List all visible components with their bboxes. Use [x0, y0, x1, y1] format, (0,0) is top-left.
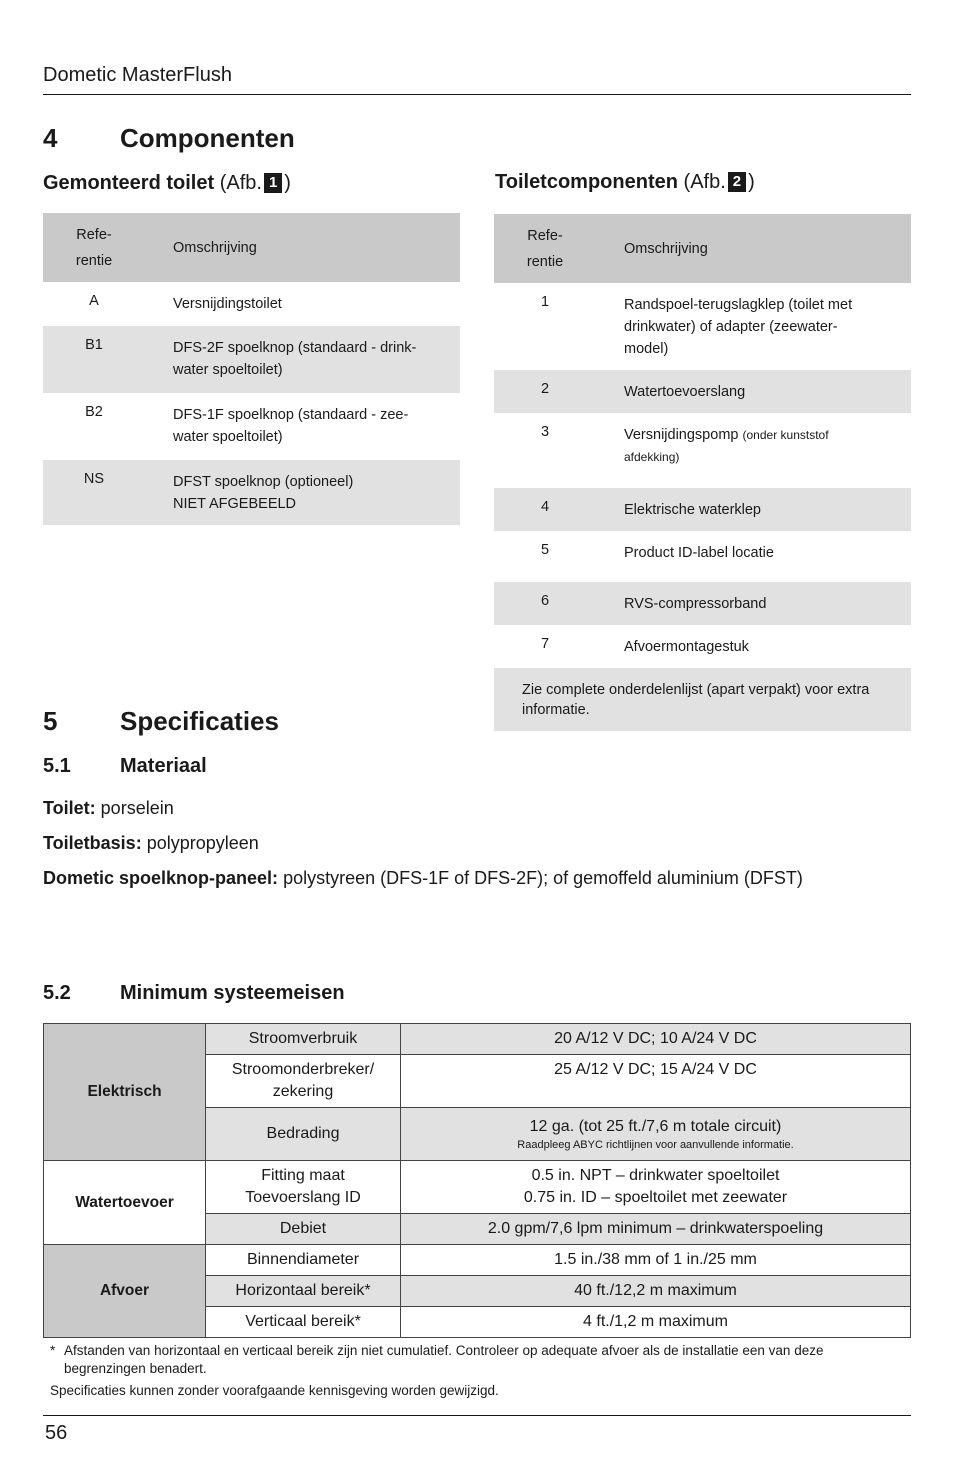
row-ref: B2	[85, 404, 103, 420]
table-row	[44, 1024, 911, 1055]
material-label: Toilet:	[43, 798, 96, 818]
table-row	[43, 393, 460, 460]
spec-label-line: Stroomonderbreker/	[231, 1061, 375, 1078]
row-ref: 4	[494, 488, 596, 531]
spec-label: Bedrading	[206, 1108, 401, 1161]
spec-value: 20 A/12 V DC; 10 A/24 V DC	[401, 1024, 911, 1055]
material-toilet	[43, 798, 174, 819]
caption-fig-suffix: )	[748, 171, 755, 193]
spec-value	[401, 1108, 911, 1161]
group-label-drain: Afvoer	[44, 1245, 206, 1338]
subsection-5-2-heading	[43, 982, 345, 1005]
row-desc-line: water spoeltoilet)	[173, 362, 283, 378]
row-desc-line: Elektrische waterklep	[624, 502, 761, 518]
row-desc-line: Product ID-label locatie	[624, 545, 774, 561]
row-desc-note: afdekking)	[624, 450, 680, 464]
row-desc-line: Versnijdingstoilet	[173, 296, 282, 312]
table-header-row	[43, 213, 460, 282]
row-ref: 1	[540, 294, 550, 310]
row-desc	[596, 531, 911, 582]
table-row	[43, 282, 460, 326]
header-ref	[494, 214, 596, 283]
row-desc-note: (onder kunststof	[742, 428, 829, 442]
row-desc	[596, 488, 911, 531]
material-value: porselein	[100, 798, 174, 818]
table-row	[494, 413, 911, 488]
figure-number-badge: 2	[728, 172, 746, 192]
section-number: 4	[43, 123, 58, 153]
system-requirements-table	[43, 1023, 911, 1338]
spec-label: Verticaal bereik*	[206, 1307, 401, 1338]
footer-divider	[43, 1415, 911, 1416]
page-number: 56	[45, 1422, 68, 1444]
row-desc-line: water spoeltoilet)	[173, 429, 283, 445]
spec-label: Binnendiameter	[206, 1245, 401, 1276]
row-desc-line: Watertoevoerslang	[624, 384, 746, 400]
row-desc	[596, 413, 911, 488]
section-title: Specificaties	[120, 706, 279, 736]
row-desc	[145, 460, 460, 525]
row-ref: 5	[540, 542, 550, 558]
row-desc-line: DFST spoelknop (optioneel)	[173, 474, 354, 490]
material-base	[43, 833, 259, 854]
row-desc	[596, 625, 911, 668]
document-header-title: Dometic MasterFlush	[43, 64, 232, 86]
row-ref: 3	[540, 424, 550, 440]
table-note-line: Zie complete onderdelenlijst (apart verpakt) voor extra	[522, 682, 870, 698]
group-label-water-supply: Watertoevoer	[44, 1161, 206, 1245]
spec-value-line: 12 ga. (tot 25 ft./7,6 m totale circuit)	[529, 1118, 782, 1135]
header-desc: Omschrijving	[596, 214, 911, 283]
table-row	[494, 625, 911, 668]
row-ref: A	[89, 293, 99, 309]
caption-fig-suffix: )	[284, 172, 291, 194]
spec-label: Debiet	[206, 1214, 401, 1245]
header-ref-line: rentie	[75, 252, 113, 269]
caption-fig-prefix: (Afb.	[683, 171, 726, 193]
material-label: Dometic spoelknop-paneel:	[43, 868, 279, 888]
row-desc-line: RVS-compressorband	[624, 596, 767, 612]
table-row	[494, 582, 911, 625]
table-row	[43, 326, 460, 393]
footnote-marker: *	[50, 1343, 56, 1358]
spec-label-line: Toevoerslang ID	[245, 1189, 361, 1206]
section-number: 5	[43, 706, 58, 736]
header-ref	[43, 213, 145, 282]
spec-value: 4 ft./1,2 m maximum	[401, 1307, 911, 1338]
row-desc	[145, 326, 460, 393]
spec-label	[206, 1161, 401, 1214]
subsection-number: 5.2	[43, 982, 71, 1004]
spec-value: 25 A/12 V DC; 15 A/24 V DC	[401, 1055, 911, 1108]
header-ref-line: Refe-	[527, 227, 563, 244]
spec-value: 1.5 in./38 mm of 1 in./25 mm	[401, 1245, 911, 1276]
row-desc	[145, 282, 460, 326]
table-row	[494, 283, 911, 370]
row-ref: B1	[43, 326, 145, 393]
row-desc-line: DFS-1F spoelknop (standaard - zee-	[173, 407, 409, 423]
section-4-heading	[43, 123, 295, 154]
row-ref: 7	[540, 636, 550, 652]
spec-value-line: 0.5 in. NPT – drinkwater spoeltoilet	[531, 1167, 780, 1184]
row-ref: 6	[494, 582, 596, 625]
subsection-title: Minimum systeemeisen	[120, 982, 345, 1004]
header-ref-line: Refe-	[76, 226, 112, 243]
spec-value: 2.0 gpm/7,6 lpm minimum – drinkwaterspoeling	[401, 1214, 911, 1245]
caption-title: Toiletcomponenten	[495, 171, 678, 193]
row-desc	[596, 370, 911, 413]
toilet-components-caption	[495, 171, 755, 194]
mounted-toilet-table	[43, 213, 460, 525]
group-label-electrical: Elektrisch	[44, 1024, 206, 1161]
figure-number-badge: 1	[264, 173, 282, 193]
spec-value-note: Raadpleeg ABYC richtlijnen voor aanvullende informatie.	[517, 1139, 794, 1151]
spec-label: Stroomverbruik	[206, 1024, 401, 1055]
table-row	[494, 531, 911, 582]
material-label: Toiletbasis:	[43, 833, 142, 853]
table-note	[494, 668, 911, 731]
spec-label-line: Fitting maat	[261, 1167, 345, 1184]
table-row	[494, 488, 911, 531]
row-ref: NS	[43, 460, 145, 525]
footnote-cumulative	[50, 1342, 904, 1378]
row-ref: 2	[494, 370, 596, 413]
header-divider	[43, 94, 911, 95]
table-row	[43, 460, 460, 525]
table-row	[44, 1161, 911, 1214]
spec-value: 40 ft./12,2 m maximum	[401, 1276, 911, 1307]
header-ref-line: rentie	[526, 253, 564, 270]
table-header-row	[494, 214, 911, 283]
caption-fig-prefix: (Afb.	[219, 172, 262, 194]
row-desc-line: drinkwater) of adapter (zeewater-	[624, 319, 838, 335]
table-note-row	[494, 668, 911, 731]
material-flush-panel	[43, 868, 803, 889]
spec-value-line: 0.75 in. ID – spoeltoilet met zeewater	[523, 1189, 788, 1206]
footnote-specs-change: Specificaties kunnen zonder voorafgaande kennisgeving worden gewijzigd.	[50, 1383, 499, 1398]
caption-title: Gemonteerd toilet	[43, 172, 215, 194]
subsection-title: Materiaal	[120, 755, 207, 777]
table-note-line: informatie.	[522, 702, 590, 718]
row-desc	[145, 393, 460, 460]
row-desc-line: NIET AFGEBEELD	[173, 496, 297, 512]
row-desc	[596, 582, 911, 625]
row-desc-line: Versnijdingspomp	[624, 427, 739, 443]
spec-label	[206, 1055, 401, 1108]
subsection-5-1-heading	[43, 755, 207, 778]
footnote-line: begrenzingen benadert.	[64, 1361, 207, 1376]
header-desc: Omschrijving	[145, 213, 460, 282]
row-desc-line: DFS-2F spoelknop (standaard - drink-	[173, 340, 417, 356]
spec-label: Horizontaal bereik*	[206, 1276, 401, 1307]
mounted-toilet-caption	[43, 172, 291, 195]
row-desc-line: Randspoel-terugslagklep (toilet met	[624, 297, 853, 313]
table-row	[494, 370, 911, 413]
spec-value	[401, 1161, 911, 1214]
row-desc-line: Afvoermontagestuk	[624, 639, 749, 655]
row-desc	[596, 283, 911, 370]
table-row	[44, 1245, 911, 1276]
row-desc-line: model)	[624, 341, 669, 357]
material-value: polypropyleen	[146, 833, 259, 853]
spec-label-line: zekering	[272, 1083, 334, 1100]
subsection-number: 5.1	[43, 755, 71, 777]
section-title: Componenten	[120, 123, 295, 153]
toilet-components-table	[494, 214, 911, 731]
footnote-line: Afstanden van horizontaal en verticaal bereik zijn niet cumulatief. Controleer op adequate afvoer als de installatie een van deze	[64, 1343, 824, 1358]
material-value: polystyreen (DFS-1F of DFS-2F); of gemoffeld aluminium (DFST)	[283, 868, 803, 888]
section-5-heading	[43, 706, 279, 737]
